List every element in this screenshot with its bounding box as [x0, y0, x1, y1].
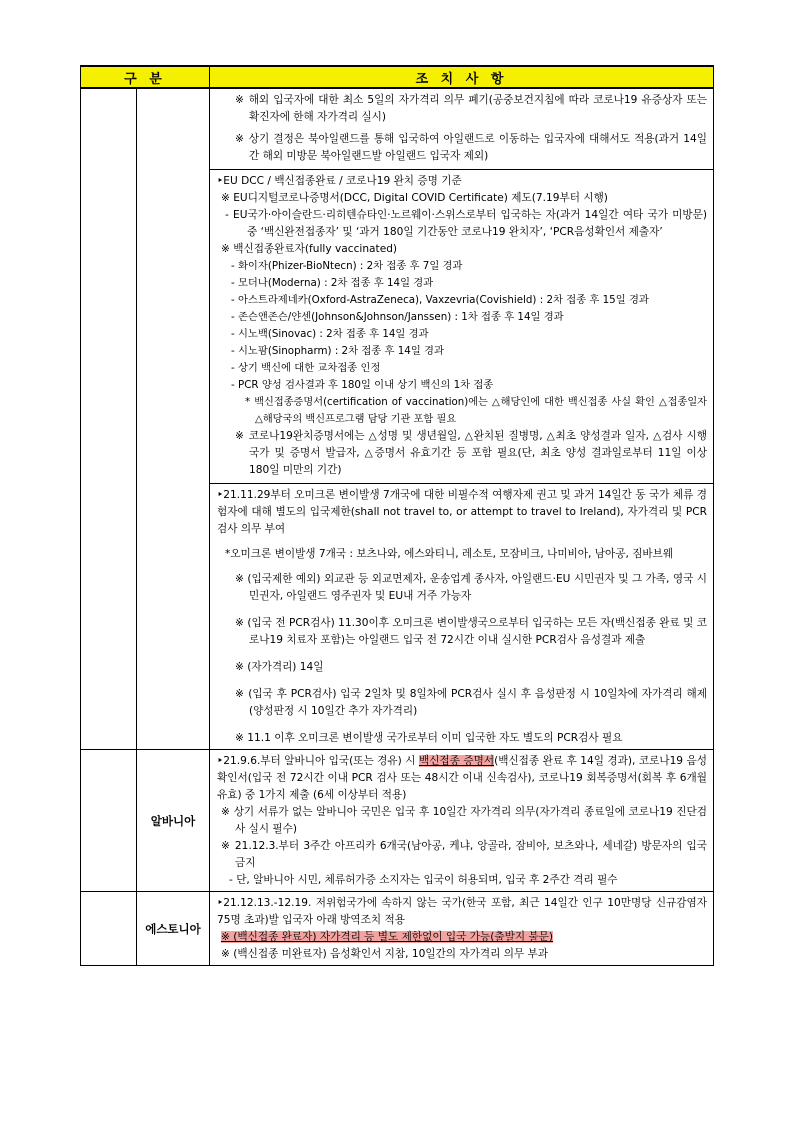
ireland-eudcc-note: ※ EU디지털코로나증명서(DCC, Digital COVID Certificate) 제도(7.19부터 시행): [221, 192, 608, 204]
vaccine-item-7: - PCR 양성 검사결과 후 180일 이내 상기 백신의 1차 접종: [231, 379, 494, 391]
ireland-note-1: ※ 해외 입국자에 대한 최소 5일의 자가격리 의무 폐기(공중보건지침에 따라 코로나19 유증상자 또는 확진자에 한해 자가격리 실시): [235, 94, 707, 123]
ireland-recovery-note: ※ 코로나19완치증명서에는 △성명 및 생년월일, △완치된 질병명, △최초 양성결과 일자, △검사 시행 국가 및 증명서 발급자, △증명서 유효기간 등 포함 필요(단, 최초 양성 결과일로부터 11일 이상 180일 미만의 기간): [235, 430, 707, 476]
row-estonia: [81, 892, 714, 966]
vaccine-item-4: - 시노백(Sinovac) : 2차 접종 후 14일 경과: [231, 328, 429, 340]
albania-entry-rule-end: (백신접종 완료 후 14일 경과), 코로나19 음성확인서(입국 전 72시간 이내 PCR 검사 또는 48시간 이내 신속검사), 코로나19 회복증명서(회복 후 6개월 유효) 중 1가지 제출 (6세 이상부터 적용): [217, 755, 707, 801]
row-ireland-content: [210, 88, 714, 750]
estonia-vaccinated-note: [217, 929, 707, 946]
row-estonia-content: [210, 892, 714, 966]
vaccine-item-3: - 존슨앤존슨/얀센(Johnson&Johnson/Janssen) : 1차 접종 후 14일 경과: [231, 311, 564, 323]
albania-ban-note: ※ 21.12.3.부터 3주간 아프리카 6개국(남아공, 케냐, 앙골라, 잠비아, 보츠와나, 세네갈) 방문자의 입국 금지: [221, 840, 707, 869]
albania-exception-note: - 단, 알바니아 시민, 체류허가증 소지자는 입국이 허용되며, 입국 후 2주간 격리 필수: [229, 874, 618, 886]
ireland-post-entry-pcr: ※ (입국 후 PCR검사) 입국 2일차 및 8일차에 PCR검사 실시 후 음성판정 시 10일차에 자가격리 해제(양성판정 시 10일간 추가 자가격리): [235, 688, 707, 717]
country-label-albania: 알바니아: [137, 750, 210, 892]
ireland-omicron-countries: *오미크론 변이발생 7개국 : 보츠나와, 에스와티니, 레소토, 모잠비크, 나미비아, 남아공, 짐바브웨: [225, 548, 674, 560]
albania-quarantine-note: ※ 상기 서류가 없는 알바니아 국민은 입국 후 10일간 자가격리 의무(자가격리 종료일에 코로나19 진단검사 실시 필수): [221, 806, 707, 835]
vaccine-item-6: - 상기 백신에 대한 교차접종 인정: [231, 362, 381, 374]
vaccine-item-2: - 아스트라제네카(Oxford-AstraZeneca), Vaxzevria(Covishield) : 2차 접종 후 15일 경과: [231, 294, 649, 306]
estonia-entry-rule: ‣21.12.13.-12.19. 저위험국가에 속하지 않는 국가(한국 포함, 최근 14일간 인구 10만명당 신규감염자 75명 초과)발 입국자 아래 방역조치 적용: [217, 897, 707, 926]
ireland-entry-exemption: ※ (입국제한 예외) 외교관 등 외교면제자, 운송업계 종사자, 아일랜드·EU 시민권자 및 그 가족, 영국 시민권자, 아일랜드 영주권자 및 EU내 거주 가능자: [235, 573, 707, 602]
ireland-pre-entry-pcr: ※ (입국 전 PCR검사) 11.30이후 오미크론 변이발생국으로부터 입국하는 모든 자(백신접종 완료 및 코로나19 치료자 포함)는 아일랜드 입국 전 72시간 이내 실시한 PCR검사 음성결과 제출: [235, 617, 707, 646]
ireland-omicron-title: ‣21.11.29부터 오미크론 변이발생 7개국에 대한 비필수적 여행자제 권고 및 과거 14일간 동 국가 체류 경험자에 대해 별도의 입국제한(shall not travel to, or attempt to travel to Ireland), 자가격리 및 PCR검사 의무 부여: [217, 489, 707, 535]
albania-entry-rule-start: ‣21.9.6.부터 알바니아 입국(또는 경유) 시: [217, 755, 419, 767]
estonia-unvaccinated-note: ※ (백신접종 미완료자) 음성확인서 지참, 10일간의 자가격리 의무 부과: [221, 948, 548, 960]
row-albania: [81, 750, 714, 892]
ireland-eudcc-title: ‣EU DCC / 백신접종완료 / 코로나19 완치 증명 기준: [217, 175, 462, 187]
vaccine-item-0: - 화이자(Phizer-BioNtecn) : 2차 접종 후 7일 경과: [231, 260, 463, 272]
divider: [210, 483, 713, 484]
ireland-quarantine: ※ (자가격리) 14일: [235, 661, 324, 673]
albania-entry-rule: [217, 753, 707, 804]
ireland-certificate-note: * 백신접종증명서(certification of vaccination)에는 △해당인에 대한 백신접종 사실 확인 △접종일자 △해당국의 백신프로그램 담당 기관 포함 필요: [245, 397, 707, 425]
albania-highlight: 백신접종 증명서: [418, 755, 495, 767]
row-ireland: [81, 88, 714, 750]
vaccine-item-5: - 시노팜(Sinopharm) : 2차 접종 후 14일 경과: [231, 345, 444, 357]
row-ireland-empty: [81, 88, 137, 750]
row-estonia-empty: [81, 892, 137, 966]
measures-table: [80, 65, 714, 966]
estonia-highlight: ※ (백신접종 완료자) 자가격리 등 별도 제한없이 입국 가능(출발지 불문): [221, 931, 554, 943]
row-albania-empty: [81, 750, 137, 892]
header-measures: 조 치 사 항: [210, 66, 714, 88]
row-albania-content: [210, 750, 714, 892]
row-ireland-label: [137, 88, 210, 750]
ireland-vaccinated-note: ※ 백신접종완료자(fully vaccinated): [221, 243, 398, 255]
country-label-estonia: 에스토니아: [137, 892, 210, 966]
ireland-eudcc-detail: - EU국가·아이슬란드·리히텐슈타인·노르웨이·스위스로부터 입국하는 자(과거 14일간 여타 국가 미방문) 중 ‘백신완전접종자’ 및 ‘과거 180일 기간동안 코로나19 완치자’, ‘PCR음성확인서 제출자’: [225, 209, 707, 238]
ireland-note-2: ※ 상기 결정은 북아일랜드를 통해 입국하여 아일랜드로 이동하는 입국자에 대해서도 적용(과거 14일간 해외 미방문 북아일랜드발 아일랜드 입국자 제외): [235, 133, 707, 162]
table-header: [81, 66, 714, 88]
divider: [210, 169, 713, 170]
ireland-already-entered: ※ 11.1 이후 오미크론 변이발생 국가로부터 이미 입국한 자도 별도의 PCR검사 필요: [235, 732, 623, 744]
header-category: 구 분: [81, 66, 210, 88]
vaccine-item-1: - 모더나(Moderna) : 2차 접종 후 14일 경과: [231, 277, 434, 289]
